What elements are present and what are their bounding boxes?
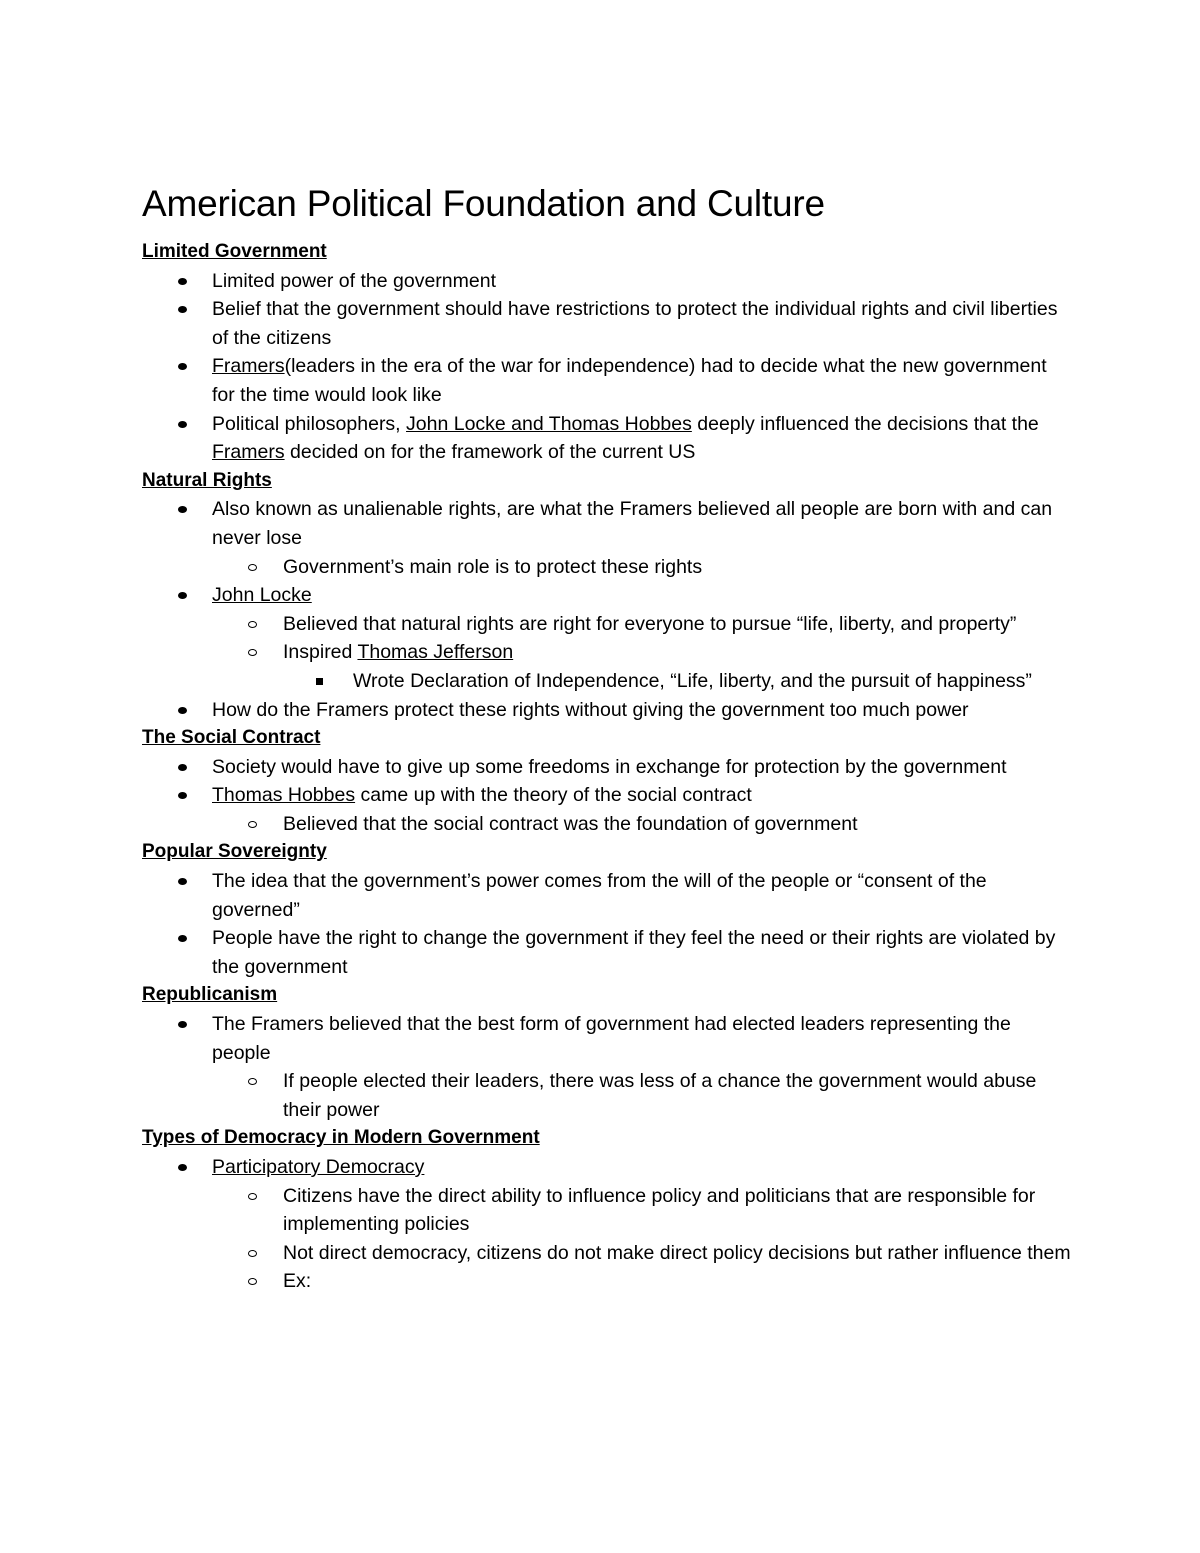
list-item: [142, 1182, 1072, 1239]
list-item: [142, 924, 1072, 981]
item-text: The Framers believed that the best form of government had elected leaders representing the people: [212, 1013, 1011, 1064]
underlined-text: Thomas Jefferson: [357, 641, 514, 664]
item-text: Inspired: [283, 641, 358, 664]
hollow-bullet-icon: [248, 1239, 257, 1257]
underlined-text: Framers: [212, 355, 285, 378]
item-text: Wrote Declaration of Independence, “Life, liberty, and the pursuit of happiness”: [353, 669, 1032, 692]
item-text: Ex:: [283, 1270, 312, 1293]
bullet-icon: [178, 267, 187, 285]
item-text: deeply influenced the decisions that the: [691, 412, 1039, 435]
hollow-bullet-icon: [248, 553, 257, 571]
item-text: Limited power of the government: [212, 269, 496, 292]
bullet-icon: [178, 753, 187, 771]
list-item: [142, 753, 1072, 782]
document-title: American Political Foundation and Culture: [142, 183, 825, 224]
document-body: [142, 238, 1072, 1296]
item-text: The idea that the government’s power comes from the will of the people or “consent of the governed”: [212, 870, 987, 921]
item-text: came up with the theory of the social contract: [355, 784, 752, 807]
underlined-text: John Locke: [212, 584, 312, 607]
underlined-text: Framers: [212, 441, 285, 464]
square-bullet-icon: [316, 667, 323, 685]
bullet-icon: [178, 295, 187, 313]
list-item: [142, 1267, 1072, 1296]
section-heading: Types of Democracy in Modern Government: [142, 1127, 540, 1149]
item-text: Not direct democracy, citizens do not make direct policy decisions but rather influence them: [283, 1241, 1071, 1264]
bullet-icon: [178, 867, 187, 885]
underlined-text: Thomas Hobbes: [212, 784, 356, 807]
list-item: [142, 410, 1072, 467]
list-item: [142, 495, 1072, 552]
list-item: [142, 667, 1072, 696]
item-text: Also known as unalienable rights, are what the Framers believed all people are born with and can never lose: [212, 498, 1053, 549]
item-text: Citizens have the direct ability to influence policy and politicians that are responsible for implementing policies: [283, 1184, 1036, 1236]
section-heading: Republicanism: [142, 984, 278, 1006]
hollow-bullet-icon: [248, 810, 257, 828]
bullet-icon: [178, 581, 187, 599]
hollow-bullet-icon: [248, 1182, 257, 1200]
item-text: Belief that the government should have restrictions to protect the individual rights and civil liberties of the citizens: [212, 298, 1058, 349]
bullet-icon: [178, 781, 187, 799]
underlined-text: Participatory Democracy: [212, 1156, 425, 1178]
section-heading: Limited Government: [142, 241, 327, 262]
bullet-icon: [178, 410, 187, 428]
list-item: [142, 1153, 1072, 1182]
list-item: [142, 810, 1072, 839]
bullet-icon: [178, 1153, 187, 1171]
item-text: Government’s main role is to protect these rights: [283, 555, 703, 578]
list-item: [142, 352, 1072, 409]
bullet-icon: [178, 352, 187, 370]
item-text: Believed that natural rights are right for everyone to pursue “life, liberty, and property”: [283, 612, 1017, 635]
document-page: [142, 180, 1072, 1296]
list-item: [142, 1010, 1072, 1067]
list-item: [142, 696, 1072, 725]
list-item: [142, 610, 1072, 639]
list-item: [142, 1067, 1072, 1124]
list-item: [142, 781, 1072, 810]
bullet-icon: [178, 924, 187, 942]
section-heading: Popular Sovereignty: [142, 841, 327, 863]
bullet-icon: [178, 1010, 187, 1028]
underlined-text: John Locke and Thomas Hobbes: [406, 412, 692, 435]
bullet-icon: [178, 696, 187, 714]
item-text: (leaders in the era of the war for independence) had to decide what the new government for the time would look like: [212, 355, 1047, 406]
section-heading: Natural Rights: [142, 469, 272, 491]
list-item: [142, 638, 1072, 667]
item-text: If people elected their leaders, there was less of a chance the government would abuse their power: [283, 1070, 1037, 1121]
item-text: How do the Framers protect these rights without giving the government too much power: [212, 698, 969, 721]
hollow-bullet-icon: [248, 1267, 257, 1285]
list-item: [142, 553, 1072, 582]
item-text: decided on for the framework of the current US: [284, 441, 696, 464]
list-item: [142, 267, 1072, 296]
list-item: [142, 867, 1072, 924]
item-text: People have the right to change the government if they feel the need or their rights are violated by the government: [212, 927, 1056, 978]
item-text: Political philosophers,: [212, 412, 407, 435]
hollow-bullet-icon: [248, 1067, 257, 1085]
section-heading: The Social Contract: [142, 727, 321, 749]
list-item: [142, 295, 1072, 352]
item-text: Believed that the social contract was the foundation of government: [283, 812, 858, 835]
hollow-bullet-icon: [248, 638, 257, 656]
list-item: [142, 1239, 1072, 1268]
item-text: Society would have to give up some freedoms in exchange for protection by the government: [212, 755, 1007, 778]
hollow-bullet-icon: [248, 610, 257, 628]
list-item: [142, 581, 1072, 610]
bullet-icon: [178, 495, 187, 513]
